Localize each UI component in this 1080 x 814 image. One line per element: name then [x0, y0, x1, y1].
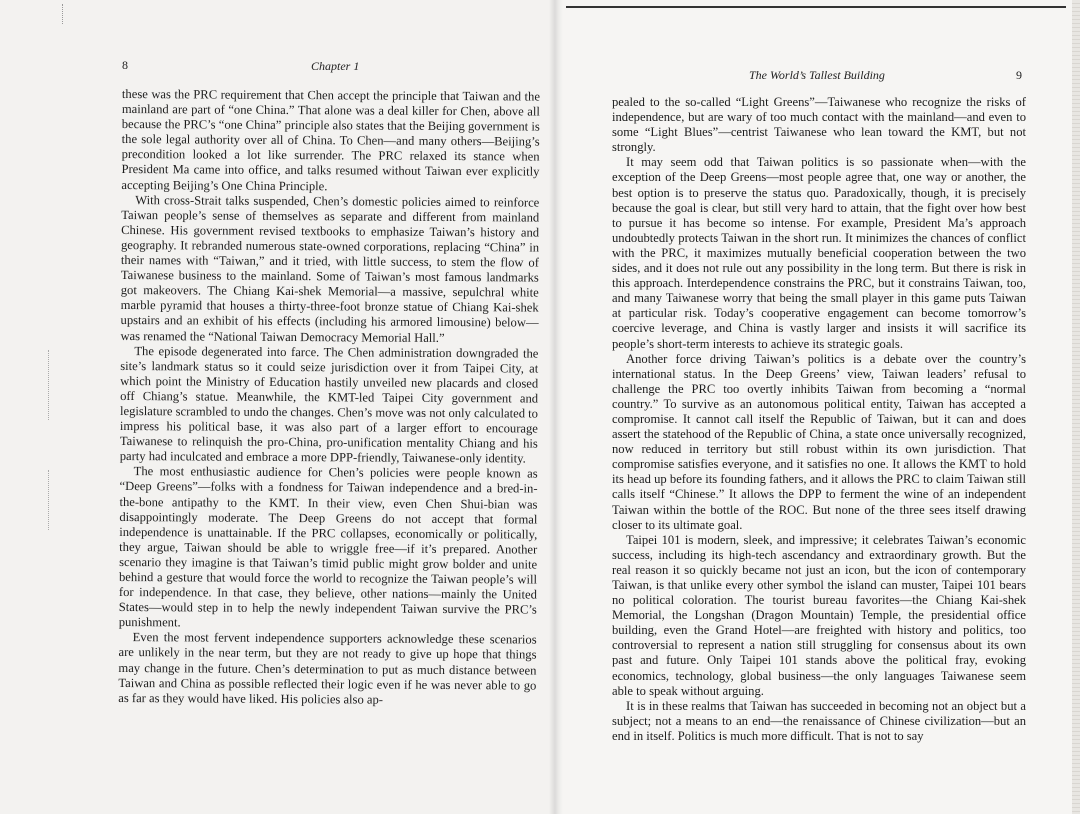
scan-mark [48, 470, 51, 530]
right-page-number: 9 [1016, 68, 1022, 82]
scan-mark [62, 4, 65, 24]
left-text-column [118, 87, 540, 708]
left-page-number: 8 [122, 58, 128, 72]
paragraph: Even the most fervent independence supporters acknowledge these scenarios are unlikely in the near term, but they are not ready to give up hope that things may change in the future. Chen’s determination to put as much distance between Taiwan and China as possible reflected their logic even if he was never able to go as far as they would have liked. His policies also ap- [118, 630, 537, 707]
right-text-column [612, 95, 1026, 744]
paragraph: pealed to the so-called “Light Greens”—Taiwanese who recognize the risks of independence, but are wary of too much contact with the mainland—and even to some “Light Blues”—centrist Taiwanese who lean toward the KMT, but not strongly. [612, 95, 1026, 155]
paragraph: Taipei 101 is modern, sleek, and impressive; it celebrates Taiwan’s economic success, including its high-tech ascendancy and extraordinary growth. But the real reason it so quickly became not just an icon, but the icon of contemporary Taiwan, is that unlike every other symbol the island can muster, Taipei 101 bears no political coloration. The tourist bureau favorites—the Chiang Kai-shek Memorial, the Longshan (Dragon Mountain) Temple, the presidential office building, even the Grand Hotel—are freighted with history and politics, too controversial to represent a nation still struggling for consensus about its own past and future. Only Taipei 101 stands above the political fray, evoking economics, technology, global business—the only languages Taiwanese seem able to speak without arguing. [612, 532, 1026, 698]
paragraph: It is in these realms that Taiwan has succeeded in becoming not an object but a subject; not a means to an end—the renaissance of Chinese civilization—but an end in itself. Politics is much more difficult. That is not to say [612, 698, 1026, 743]
paragraph: It may seem odd that Taiwan politics is so passionate when—with the exception of the Deep Greens—most people agree that, one way or another, the best option is to preserve the status quo. Paradoxically, though, it is precisely because the goal is clear, but still very hard to attain, that the fight over how best to pursue it has become so intense. For example, President Ma’s approach undoubtedly protects Taiwan in the short run. It minimizes the chances of conflict with the PRC, it maximizes mutually beneficial cooperation between the two sides, and it does not rule out any possibility in the long term. But there is risk in this approach. Interdependence constrains the PRC, but it constrains Taiwan, too, and many Taiwanese worry that being the small player in this game puts Taiwan at particular risk. Today’s cooperative engagement can become tomorrow’s coercive leverage, and China is vastly larger and insists it will sacrifice its people’s short-term interests to achieve its strategic goals. [612, 155, 1026, 351]
paragraph: The most enthusiastic audience for Chen’s policies were people known as “Deep Greens”—folks with a fondness for Taiwan independence and a bred-in-the-bone antipathy to the KMT. In their view, even Chen Shui-bian was disappointingly moderate. The Deep Greens do not accept that formal independence is unattainable. If the PRC collapses, economically or politically, they argue, Taiwan should be able to wriggle free—if it’s prepared. Another scenario they imagine is that Taiwan’s timid public might grow bolder and unite behind a gesture that would force the world to recognize the Taiwan people’s will for independence. In that case, they believe, other nations—mainly the United States—would step in to help the newly independent Taiwan survive the PRC’s punishment. [118, 464, 538, 630]
paragraph: The episode degenerated into farce. The Chen administration downgraded the site’s landmark status so it could seize jurisdiction over it from Taipei City, at which point the Ministry of Education hastily unveiled new placards and closed off Chiang’s statue. Meanwhile, the KMT-led Taipei City government and legislature scrambled to undo the changes. Chen’s move was not only calculated to impress his political base, it was also part of a larger effort to encourage Taiwanese to relinquish the pro-China, pro-unification mentality Chiang and his party had inculcated and embrace a more DPP-friendly, Taiwanese-only identity. [119, 343, 539, 466]
top-edge-rule [566, 6, 1066, 8]
page-edge-strip [1072, 0, 1080, 814]
scan-mark [48, 350, 51, 420]
book-gutter [549, 0, 563, 814]
right-running-head: The World’s Tallest Building [749, 68, 885, 82]
paragraph: With cross-Strait talks suspended, Chen’s domestic policies aimed to reinforce Taiwan people’s sense of themselves as separate and different from mainland Chinese. His government revised textbooks to emphasize Taiwan’s history and geography. It rebranded numerous state-owned corporations, replacing “China” in their names with “Taiwan,” and it tried, with little success, to stem the flow of Taiwanese business to the mainland. Some of Taiwan’s most famous landmarks got makeovers. The Chiang Kai-shek Memorial—a massive, sepulchral white marble pyramid that houses a thirty-three-foot bronze statue of Chiang Kai-shek upstairs and an exhibit of his effects (including his armored limousine) below—was renamed the “National Taiwan Democracy Memorial Hall.” [120, 192, 540, 345]
paragraph: Another force driving Taiwan’s politics is a debate over the country’s international status. In the Deep Greens’ view, Taiwan leaders’ refusal to challenge the PRC too overtly inhibits Taiwan from becoming a “normal country.” To survive as an autonomous political entity, Taiwan has accepted a compromise. It cannot call itself the Republic of Taiwan, but it can and does assert the statehood of the Republic of China, a state once universally recognized, now reduced in territory but still robust within its own jurisdiction. That compromise satisfies everyone, and it satisfies no one. It allows the KMT to hold its head up before its founding fathers, and it allows the PRC to claim Taiwan still calls itself “Chinese.” It allows the DPP to ferment the wine of an independent Taiwan within the bottle of the ROC. But none of the three sees itself drawing closer to its ultimate goal. [612, 351, 1026, 532]
left-running-head: Chapter 1 [311, 59, 360, 73]
paragraph: these was the PRC requirement that Chen accept the principle that Taiwan and the mainland are part of “one China.” That alone was a deal killer for Chen, above all because the PRC’s “one China” principle also states that the Beijing government is the sole legal authority over all of China. To Chen—and many others—Beijing’s precondition looked a lot like surrender. The PRC relaxed its stance when President Ma came into office, and talks resumed without Taiwan ever explicitly accepting Beijing’s One China Principle. [121, 87, 540, 193]
